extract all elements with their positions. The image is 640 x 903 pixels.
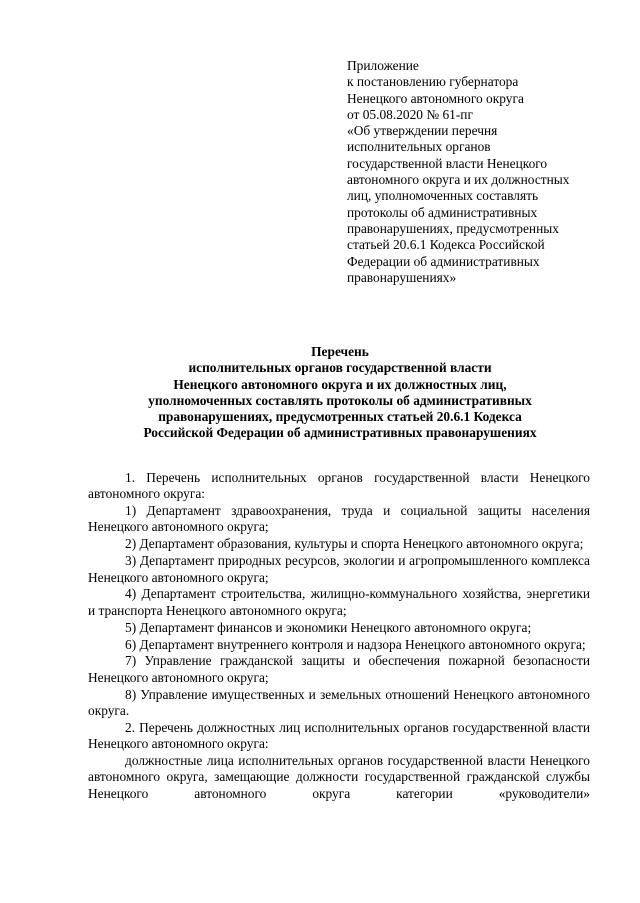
list-item-department: 5) Департамент финансов и экономики Ненецкого автономного округа; — [125, 619, 532, 635]
appendix-line: Федерации об административных — [347, 253, 540, 269]
appendix-line: от 05.08.2020 № 61-пг — [347, 106, 473, 122]
paragraph-section-2: 2. Перечень должностных лиц исполнительных органов государственной власти Ненецкого автономного округа: — [88, 719, 590, 752]
appendix-line: статьей 20.6.1 Кодекса Российской — [347, 237, 545, 253]
title-line: правонарушениях, предусмотренных статьей 20.6.1 Кодекса — [158, 409, 522, 425]
list-item-department: 3) Департамент природных ресурсов, экологии и агропромышленного комплекса Ненецкого автономного округа; — [88, 553, 590, 585]
list-item-department: 2) Департамент образования, культуры и спорта Ненецкого автономного округа; — [125, 536, 584, 552]
list-item-department: 8) Управление имущественных и земельных отношений Ненецкого автономного округа. — [88, 686, 590, 718]
title-line: уполномоченных составлять протоколы об административных — [148, 392, 532, 408]
list-item-department: 4) Департамент строительства, жилищно-коммунального хозяйства, энергетики и транспорта Ненецкого автономного округа; — [88, 586, 590, 618]
appendix-line: лиц, уполномоченных составлять — [347, 188, 539, 204]
appendix-block — [347, 58, 597, 286]
appendix-line: к постановлению губернатора — [347, 74, 519, 90]
list-item-department: 1) Департамент здравоохранения, труда и социальной защиты населения Ненецкого автономного округа; — [88, 503, 590, 535]
document-body — [88, 470, 590, 802]
document-title — [88, 344, 592, 442]
appendix-line: Ненецкого автономного округа — [347, 90, 524, 106]
list-item-department: 7) Управление гражданской защиты и обеспечения пожарной безопасности Ненецкого автономного округа; — [88, 653, 590, 685]
appendix-line: исполнительных органов — [347, 139, 491, 155]
paragraph-officials: должностные лица исполнительных органов государственной власти Ненецкого автономного округа, замещающие должности государственной гражданской службы Ненецкого автономного округа категории «руководители» — [88, 752, 590, 801]
appendix-line: правонарушениях» — [347, 269, 457, 285]
appendix-line: автономного округа и их должностных — [347, 172, 570, 188]
paragraph-section-1: 1. Перечень исполнительных органов государственной власти Ненецкого автономного округа: — [88, 470, 590, 502]
appendix-line: протоколы об административных — [347, 204, 538, 220]
title-line: исполнительных органов государственной власти — [188, 360, 492, 376]
list-item-department: 6) Департамент внутреннего контроля и надзора Ненецкого автономного округа; — [125, 636, 586, 652]
appendix-line: государственной власти Ненецкого — [347, 155, 548, 171]
appendix-line: «Об утверждении перечня — [347, 123, 498, 139]
title-line: Российской Федерации об административных правонарушениях — [143, 425, 537, 441]
appendix-line: правонарушениях, предусмотренных — [347, 220, 559, 236]
title-line: Ненецкого автономного округа и их должностных лиц, — [173, 376, 507, 392]
title-line: Перечень — [311, 344, 369, 359]
appendix-line: Приложение — [347, 58, 419, 73]
